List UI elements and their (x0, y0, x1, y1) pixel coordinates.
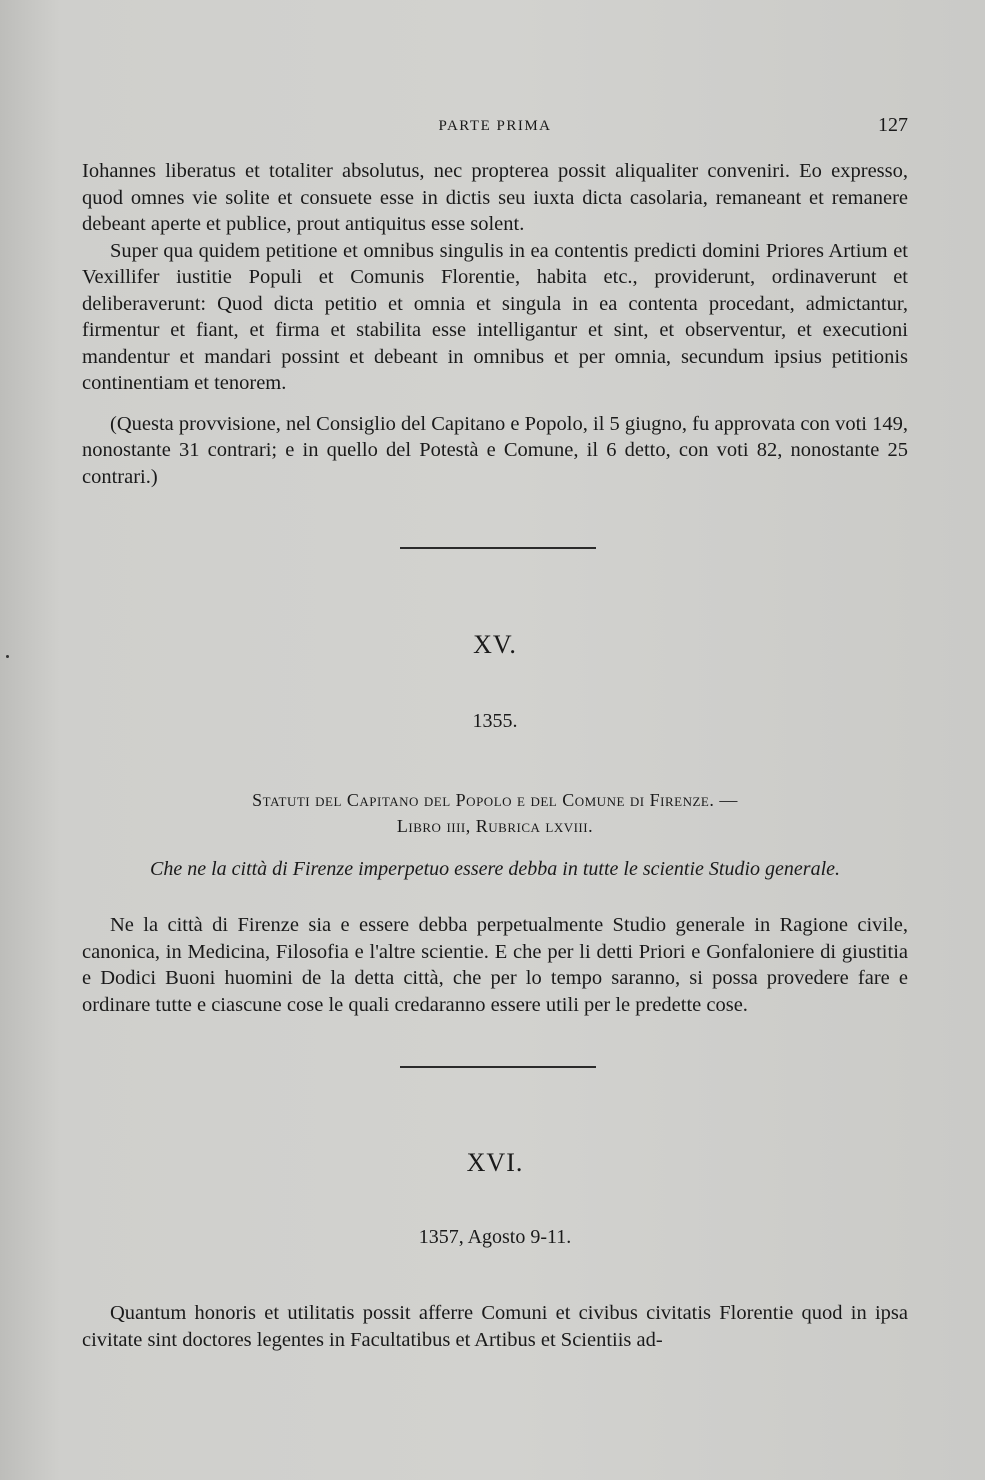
section-divider (400, 547, 596, 549)
section-divider (400, 1066, 596, 1068)
page-header (82, 114, 908, 142)
section-numeral: XV. (473, 630, 517, 659)
paragraph-note: (Questa provvisione, nel Consiglio del Capitano e Popolo, il 5 giugno, fu approvata con voti 149, nonostante 31 contrari; e in quello del Potestà e Comune, il 6 detto, con voti 82, nonostante 25 contrari.) (82, 412, 908, 488)
margin-speck (6, 655, 9, 658)
paragraph: Quantum honoris et utilitatis possit afferre Comuni et civibus civitatis Florentie quod in ipsa civitate sint doctores legentes in Facultatibus et Artibus et Scientiis ad- (82, 1302, 908, 1351)
section-date: 1357, Agosto 9-11. (418, 1226, 572, 1248)
rubric-title: Che ne la città di Firenze imperpetuo essere debba in tutte le scientie Studio generale. (149, 858, 841, 880)
page-number: 127 (878, 114, 908, 136)
running-head: PARTE PRIMA (438, 118, 552, 134)
paragraph: Iohannes liberatus et totaliter absolutus, nec propterea possit aliqualiter conveniri. Eo expresso, quod omnes vie solite et consuete esse in dictis seu iuxta dicta casolaria, remaneant et remanere debeant aperte et publice, prout antiquitus esse solent. (82, 160, 908, 235)
section-year: 1355. (472, 710, 518, 732)
paragraph: Super qua quidem petitione et omnibus singulis in ea contentis predicti domini Priores Artium et Vexillifer iustitie Populi et Comunis Florentie, habita etc., providerunt, ordinaverunt et deliberaverunt: Quod dicta petitio et omnia et singula in ea contenta procedant, admictantur, firmentur et fiant, et firma et stabilita esse intelligantur et sint, et observentur, et executioni mandentur et mandari possint et debeant in omnibus et per omnia, secundum ipsius petitionis continentiam et tenorem. (82, 239, 908, 394)
section-text (82, 1300, 908, 1353)
section-title: Libro iiii, Rubrica lxviii. (396, 816, 594, 836)
section-numeral: XVI. (466, 1148, 524, 1177)
paragraph: Ne la città di Firenze sia e essere debba perpetualmente Studio generale in Ragione civile, canonica, in Medicina, Filosofia e l'altre scientie. E che per li detti Priori e Gonfaloniere di giustitia e Dodici Buoni huomini de la detta città, che per lo tempo saranno, si possa provedere fare e ordinare tutte e ciascune cose le quali credaranno essere utili per le predette cose. (82, 914, 908, 1016)
text-block-continuation (82, 158, 908, 490)
section-text (82, 912, 908, 1018)
section-title: Statuti del Capitano del Popolo e del Comune di Firenze. — (252, 790, 738, 810)
